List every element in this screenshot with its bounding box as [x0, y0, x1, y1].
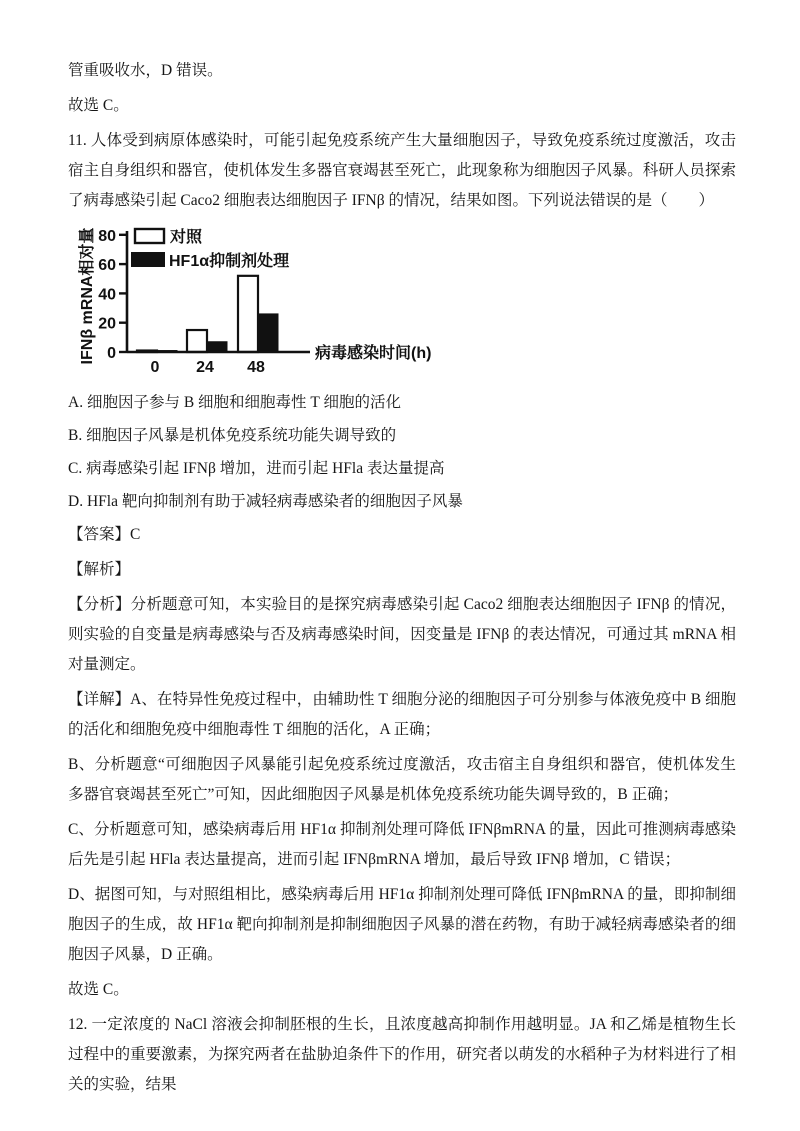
analysis-heading: 【解析】: [68, 561, 131, 578]
bar-chart-figure: [78, 221, 736, 378]
svg-text:0: 0: [150, 359, 160, 376]
svg-text:病毒感染时间(h): 病毒感染时间(h): [315, 345, 432, 362]
svg-text:48: 48: [247, 359, 265, 376]
option-c: C. 病毒感染引起 IFNβ 增加，进而引起 HFla 表达量提高: [68, 460, 445, 477]
detail-d: D、据图可知，与对照组相比，感染病毒后用 HF1α 抑制剂处理可降低 IFNβmRNA 的量，即抑制细胞因子的生成，故 HF1α 靶向抑制剂是抑制细胞因子风暴的潜在药物，有助于减轻病毒感染者的细胞因子风暴，D 正确。: [68, 886, 736, 963]
svg-text:IFNβ mRNA相对量: IFNβ mRNA相对量: [79, 227, 96, 365]
svg-text:60: 60: [98, 257, 116, 275]
option-d: D. HFla 靶向抑制剂有助于减轻病毒感染者的细胞因子风暴: [68, 493, 463, 510]
svg-text:80: 80: [98, 227, 116, 245]
svg-text:40: 40: [98, 286, 116, 304]
detail-b: B、分析题意“可细胞因子风暴能引起免疫系统过度激活，攻击宿主自身组织和器官，使机体发生多器官衰竭甚至死亡”可知，因此细胞因子风暴是机体免疫系统功能失调导致的，B 正确；: [68, 756, 736, 803]
paragraph-prev-tail: 管重吸收水，D 错误。: [68, 62, 223, 79]
question-11-stem: 11. 人体受到病原体感染时，可能引起免疫系统产生大量细胞因子，导致免疫系统过度激活，攻击宿主自身组织和器官，使机体发生多器官衰竭甚至死亡，此现象称为细胞因子风暴。科研人员探索了病毒感染引起 Caco2 细胞表达细胞因子 IFNβ 的情况，结果如图。下列说法错误的是（ ）: [68, 132, 736, 209]
detail-a: 【详解】A、在特异性免疫过程中，由辅助性 T 细胞分泌的细胞因子可分别参与体液免疫中 B 细胞的活化和细胞免疫中细胞毒性 T 细胞的活化，A 正确；: [68, 691, 736, 738]
option-b: B. 细胞因子风暴是机体免疫系统功能失调导致的: [68, 427, 397, 444]
svg-text:24: 24: [196, 359, 214, 376]
svg-text:对照: 对照: [170, 229, 203, 246]
detail-c: C、分析题意可知，感染病毒后用 HF1α 抑制剂处理可降低 IFNβmRNA 的量，因此可推测病毒感染后先是引起 HFla 表达量提高，进而引起 IFNβmRNA 增加，最后导致 IFNβ 增加，C 错误；: [68, 821, 736, 868]
svg-text:HF1α抑制剂处理: HF1α抑制剂处理: [169, 253, 290, 270]
conclusion-line: 故选 C。: [68, 981, 129, 998]
analysis-paragraph: 【分析】分析题意可知，本实验目的是探究病毒感染引起 Caco2 细胞表达细胞因子 IFNβ 的情况，则实验的自变量是病毒感染与否及病毒感染时间，因变量是 IFNβ 的表达情况，可通过其 mRNA 相对量测定。: [68, 596, 736, 673]
svg-text:0: 0: [107, 345, 116, 362]
chart-svg: [78, 221, 458, 378]
option-a: A. 细胞因子参与 B 细胞和细胞毒性 T 细胞的活化: [68, 394, 401, 411]
svg-text:20: 20: [98, 315, 116, 333]
paragraph-prev-choice: 故选 C。: [68, 97, 129, 114]
question-12-stem: 12. 一定浓度的 NaCl 溶液会抑制胚根的生长，且浓度越高抑制作用越明显。JA 和乙烯是植物生长过程中的重要激素，为探究两者在盐胁迫条件下的作用，研究者以萌发的水稻种子为材料进行了相关的实验，结果: [68, 1016, 736, 1093]
answer-line: 【答案】C: [68, 526, 141, 543]
